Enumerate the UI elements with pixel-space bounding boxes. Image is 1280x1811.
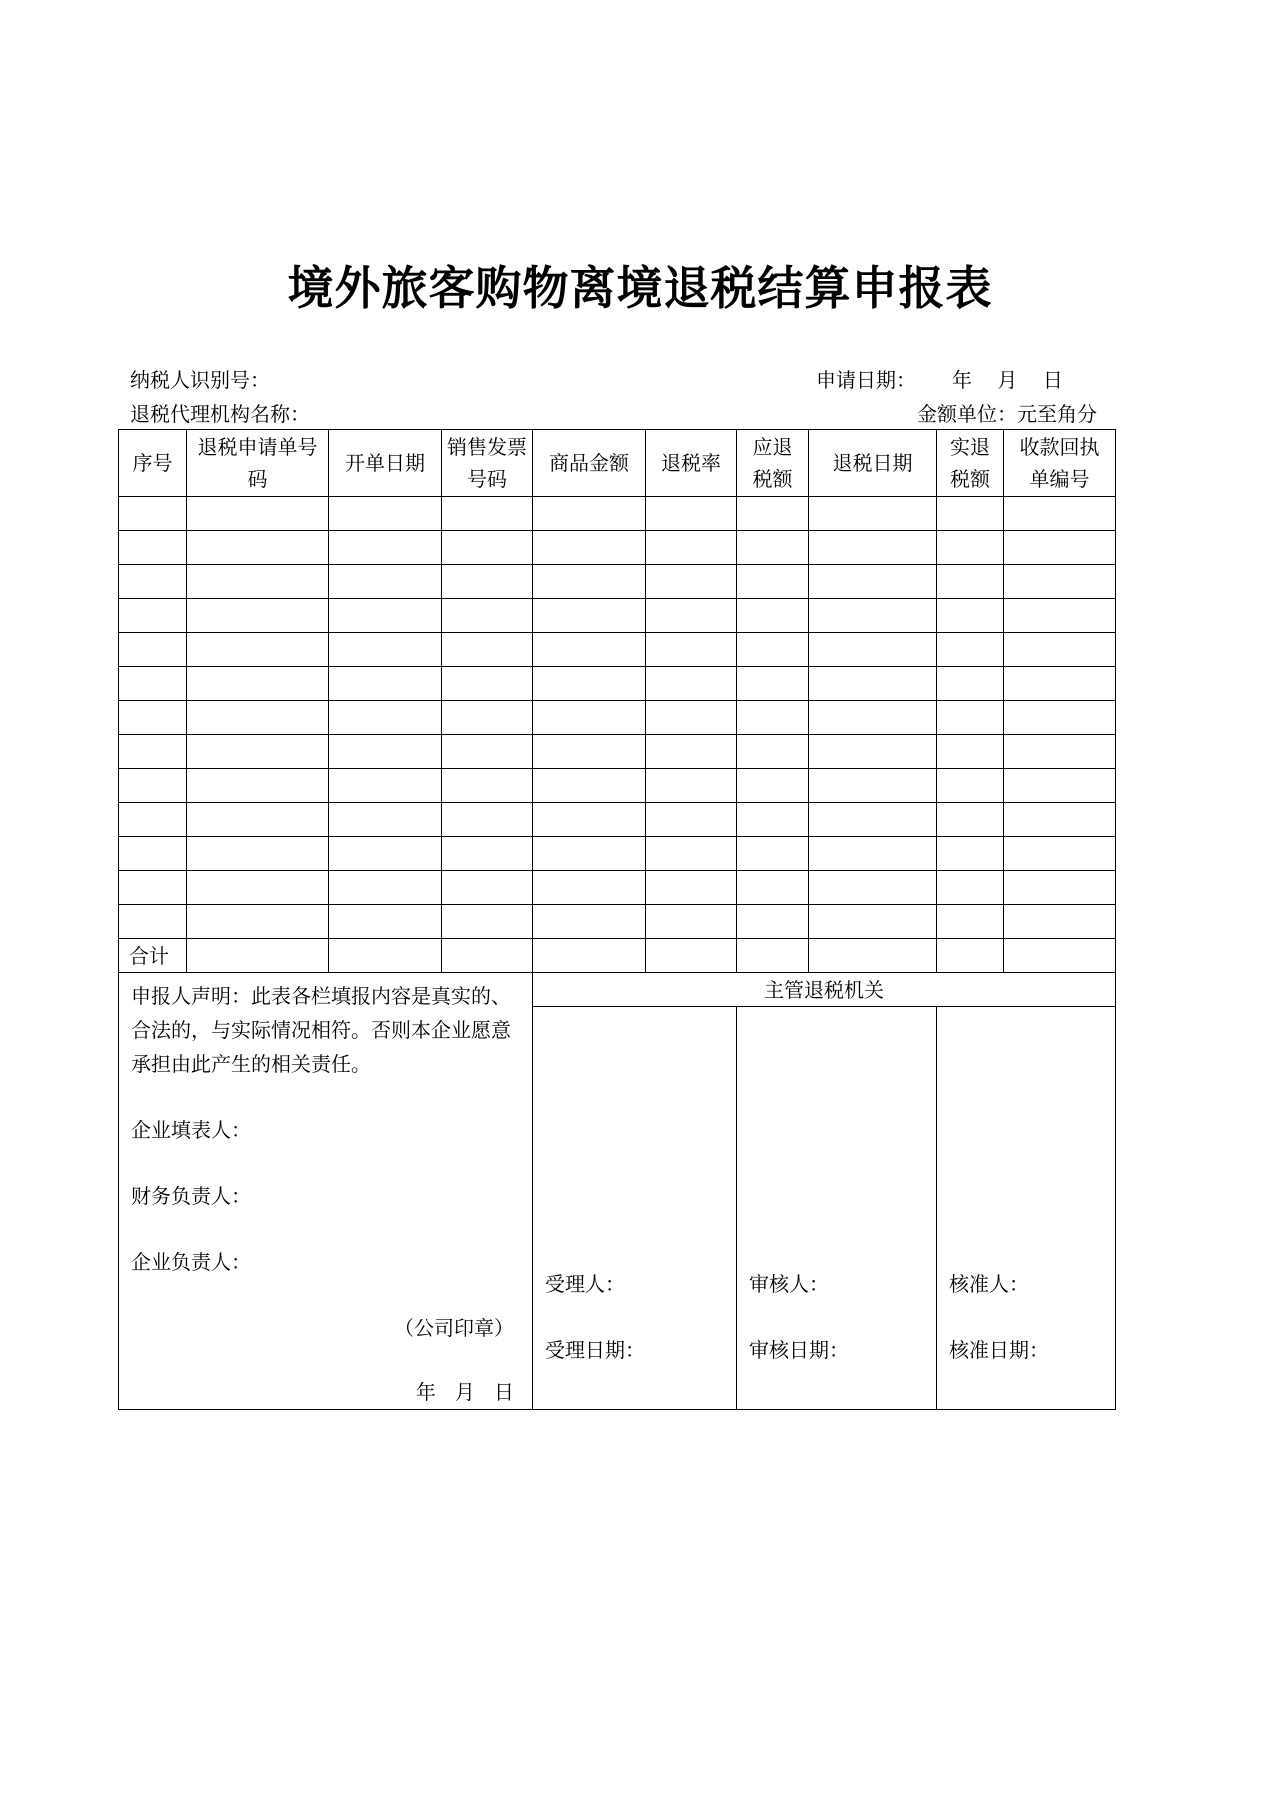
table-cell[interactable] [187, 701, 329, 735]
table-cell[interactable] [119, 497, 187, 531]
table-cell[interactable] [737, 599, 809, 633]
table-cell[interactable] [533, 497, 646, 531]
table-cell[interactable] [737, 803, 809, 837]
table-cell[interactable] [442, 497, 533, 531]
approver-label: 核准人： [949, 1272, 1029, 1296]
table-cell[interactable] [119, 633, 187, 667]
column-header: 退税率 [646, 430, 737, 497]
column-header [937, 430, 1004, 497]
table-cell[interactable] [329, 769, 442, 803]
table-row [119, 905, 1116, 939]
table-cell[interactable] [329, 633, 442, 667]
table-row [119, 667, 1116, 701]
finance-label: 财务负责人： [131, 1184, 251, 1208]
refund-settlement-table [118, 429, 1116, 1410]
table-cell[interactable] [187, 803, 329, 837]
table-cell[interactable] [737, 769, 809, 803]
column-header [737, 430, 809, 497]
filler-label: 企业填表人： [131, 1118, 251, 1142]
table-cell[interactable] [646, 803, 737, 837]
table-cell[interactable] [737, 633, 809, 667]
column-header-text: 退税申请单号码 [197, 435, 318, 491]
table-cell[interactable] [329, 667, 442, 701]
table-cell[interactable] [119, 735, 187, 769]
column-header-text: 应退税额 [752, 435, 793, 491]
table-cell[interactable] [646, 735, 737, 769]
table-cell[interactable] [329, 701, 442, 735]
table-cell[interactable] [119, 667, 187, 701]
table-cell[interactable] [329, 531, 442, 565]
table-cell[interactable] [329, 837, 442, 871]
table-cell[interactable] [187, 599, 329, 633]
table-row [119, 599, 1116, 633]
table-cell[interactable] [329, 939, 442, 973]
table-cell[interactable] [937, 701, 1004, 735]
table-cell[interactable] [1004, 701, 1116, 735]
table-cell[interactable] [737, 531, 809, 565]
table-cell[interactable] [937, 871, 1004, 905]
table-cell[interactable] [809, 871, 937, 905]
table-cell[interactable] [329, 735, 442, 769]
table-cell[interactable] [937, 905, 1004, 939]
table-cell[interactable] [809, 565, 937, 599]
declaration-block [119, 973, 533, 1410]
table-cell[interactable] [809, 599, 937, 633]
table-cell[interactable] [187, 837, 329, 871]
column-header: 序号 [119, 430, 187, 497]
table-cell[interactable] [809, 701, 937, 735]
table-row [119, 871, 1116, 905]
column-header [1004, 430, 1116, 497]
table-cell[interactable] [329, 871, 442, 905]
table-cell[interactable] [937, 939, 1004, 973]
approver-date-label: 核准日期： [949, 1338, 1049, 1362]
table-cell[interactable] [442, 939, 533, 973]
table-cell[interactable] [329, 565, 442, 599]
table-cell[interactable] [937, 599, 1004, 633]
table-cell[interactable] [187, 769, 329, 803]
table-cell[interactable] [187, 735, 329, 769]
table-cell[interactable] [442, 837, 533, 871]
table-cell[interactable] [1004, 497, 1116, 531]
total-label: 合计 [119, 939, 187, 973]
table-cell[interactable] [737, 565, 809, 599]
table-cell[interactable] [533, 939, 646, 973]
table-cell[interactable] [442, 599, 533, 633]
reviewer-block [737, 1007, 937, 1410]
table-cell[interactable] [937, 735, 1004, 769]
table-cell[interactable] [119, 871, 187, 905]
table-cell[interactable] [329, 599, 442, 633]
table-cell[interactable] [737, 871, 809, 905]
table-cell[interactable] [809, 905, 937, 939]
table-cell[interactable] [737, 939, 809, 973]
table-cell[interactable] [187, 871, 329, 905]
table-row [119, 531, 1116, 565]
reviewer-label: 审核人： [749, 1272, 829, 1296]
head-label: 企业负责人： [131, 1250, 251, 1274]
table-cell[interactable] [329, 497, 442, 531]
table-cell[interactable] [937, 497, 1004, 531]
table-cell[interactable] [1004, 939, 1116, 973]
table-cell[interactable] [1004, 565, 1116, 599]
table-cell[interactable] [533, 565, 646, 599]
table-cell[interactable] [937, 769, 1004, 803]
table-cell[interactable] [119, 837, 187, 871]
table-cell[interactable] [737, 667, 809, 701]
table-cell[interactable] [442, 803, 533, 837]
table-cell[interactable] [187, 667, 329, 701]
table-cell[interactable] [646, 905, 737, 939]
table-row [119, 735, 1116, 769]
apply-date-value: 年 月 日 [952, 368, 1063, 392]
table-row [119, 565, 1116, 599]
total-row [119, 939, 1116, 973]
table-cell[interactable] [737, 837, 809, 871]
table-cell[interactable] [1004, 905, 1116, 939]
table-cell[interactable] [646, 565, 737, 599]
declaration-text: 申报人声明：此表各栏填报内容是真实的、合法的，与实际情况相符。否则本企业愿意承担由此产生的相关责任。 [131, 984, 511, 1076]
declaration-date-label: 年 月 日 [415, 1380, 514, 1404]
column-header: 开单日期 [329, 430, 442, 497]
table-row [119, 769, 1116, 803]
acceptor-block [533, 1007, 737, 1410]
table-cell[interactable] [646, 633, 737, 667]
table-cell[interactable] [646, 497, 737, 531]
table-cell[interactable] [1004, 803, 1116, 837]
table-cell[interactable] [1004, 633, 1116, 667]
table-cell[interactable] [646, 837, 737, 871]
table-cell[interactable] [937, 667, 1004, 701]
table-cell[interactable] [737, 735, 809, 769]
seal-label: （公司印章） [394, 1316, 514, 1340]
table-cell[interactable] [329, 905, 442, 939]
column-header [442, 430, 533, 497]
table-cell[interactable] [187, 939, 329, 973]
table-cell[interactable] [442, 769, 533, 803]
column-header: 退税日期 [809, 430, 937, 497]
table-cell[interactable] [809, 531, 937, 565]
table-cell[interactable] [442, 633, 533, 667]
table-cell[interactable] [937, 565, 1004, 599]
table-cell[interactable] [937, 633, 1004, 667]
amount-unit-label: 金额单位：元至角分 [917, 402, 1097, 426]
table-cell[interactable] [187, 905, 329, 939]
table-cell[interactable] [442, 905, 533, 939]
page-title: 境外旅客购物离境退税结算申报表 [287, 261, 993, 315]
table-cell[interactable] [809, 803, 937, 837]
table-cell[interactable] [533, 837, 646, 871]
table-cell[interactable] [119, 769, 187, 803]
table-cell[interactable] [533, 667, 646, 701]
table-cell[interactable] [187, 531, 329, 565]
table-cell[interactable] [442, 667, 533, 701]
column-header: 商品金额 [533, 430, 646, 497]
table-cell[interactable] [533, 735, 646, 769]
table-cell[interactable] [329, 803, 442, 837]
table-cell[interactable] [119, 599, 187, 633]
table-cell[interactable] [1004, 769, 1116, 803]
table-cell[interactable] [533, 803, 646, 837]
table-row [119, 803, 1116, 837]
reviewer-date-label: 审核日期： [749, 1338, 849, 1362]
table-cell[interactable] [809, 939, 937, 973]
table-cell[interactable] [187, 497, 329, 531]
column-header-text: 收款回执单编号 [1019, 435, 1100, 491]
table-row [119, 701, 1116, 735]
agency-name-label: 退税代理机构名称： [130, 402, 310, 426]
acceptor-date-label: 受理日期： [545, 1338, 645, 1362]
table-cell[interactable] [937, 531, 1004, 565]
table-row [119, 497, 1116, 531]
table-cell[interactable] [646, 769, 737, 803]
table-cell[interactable] [119, 531, 187, 565]
table-row [119, 633, 1116, 667]
apply-date-label: 申请日期： [816, 368, 916, 392]
table-cell[interactable] [533, 769, 646, 803]
table-cell[interactable] [809, 633, 937, 667]
table-cell[interactable] [937, 803, 1004, 837]
table-cell[interactable] [119, 803, 187, 837]
table-cell[interactable] [646, 531, 737, 565]
table-cell[interactable] [809, 735, 937, 769]
table-cell[interactable] [533, 633, 646, 667]
bottom-section-header-row [119, 973, 1116, 1007]
table-cell[interactable] [442, 701, 533, 735]
table-cell[interactable] [533, 905, 646, 939]
table-cell[interactable] [1004, 667, 1116, 701]
table-cell[interactable] [737, 497, 809, 531]
table-cell[interactable] [187, 633, 329, 667]
table-cell[interactable] [809, 497, 937, 531]
table-row [119, 837, 1116, 871]
approver-block [937, 1007, 1116, 1410]
table-cell[interactable] [442, 871, 533, 905]
table-header-row [119, 430, 1116, 497]
table-cell[interactable] [533, 871, 646, 905]
table-cell[interactable] [119, 701, 187, 735]
acceptor-label: 受理人： [545, 1272, 625, 1296]
table-cell[interactable] [737, 905, 809, 939]
table-cell[interactable] [187, 565, 329, 599]
table-cell[interactable] [646, 599, 737, 633]
table-cell[interactable] [119, 565, 187, 599]
table-cell[interactable] [119, 905, 187, 939]
table-cell[interactable] [533, 531, 646, 565]
column-header-text: 销售发票号码 [447, 435, 527, 491]
table-cell[interactable] [533, 599, 646, 633]
table-cell[interactable] [1004, 837, 1116, 871]
table-cell[interactable] [646, 701, 737, 735]
table-cell[interactable] [937, 837, 1004, 871]
table-cell[interactable] [1004, 735, 1116, 769]
table-cell[interactable] [646, 667, 737, 701]
table-cell[interactable] [809, 667, 937, 701]
table-cell[interactable] [737, 701, 809, 735]
column-header [187, 430, 329, 497]
table-cell[interactable] [646, 871, 737, 905]
table-cell[interactable] [1004, 871, 1116, 905]
table-cell[interactable] [442, 531, 533, 565]
table-cell[interactable] [533, 701, 646, 735]
table-cell[interactable] [809, 837, 937, 871]
taxpayer-id-label: 纳税人识别号： [130, 368, 270, 392]
table-cell[interactable] [1004, 531, 1116, 565]
table-cell[interactable] [809, 769, 937, 803]
table-cell[interactable] [442, 735, 533, 769]
table-cell[interactable] [442, 565, 533, 599]
table-cell[interactable] [1004, 599, 1116, 633]
authority-title: 主管退税机关 [533, 973, 1116, 1007]
table-cell[interactable] [646, 939, 737, 973]
column-header-text: 实退税额 [950, 435, 990, 491]
